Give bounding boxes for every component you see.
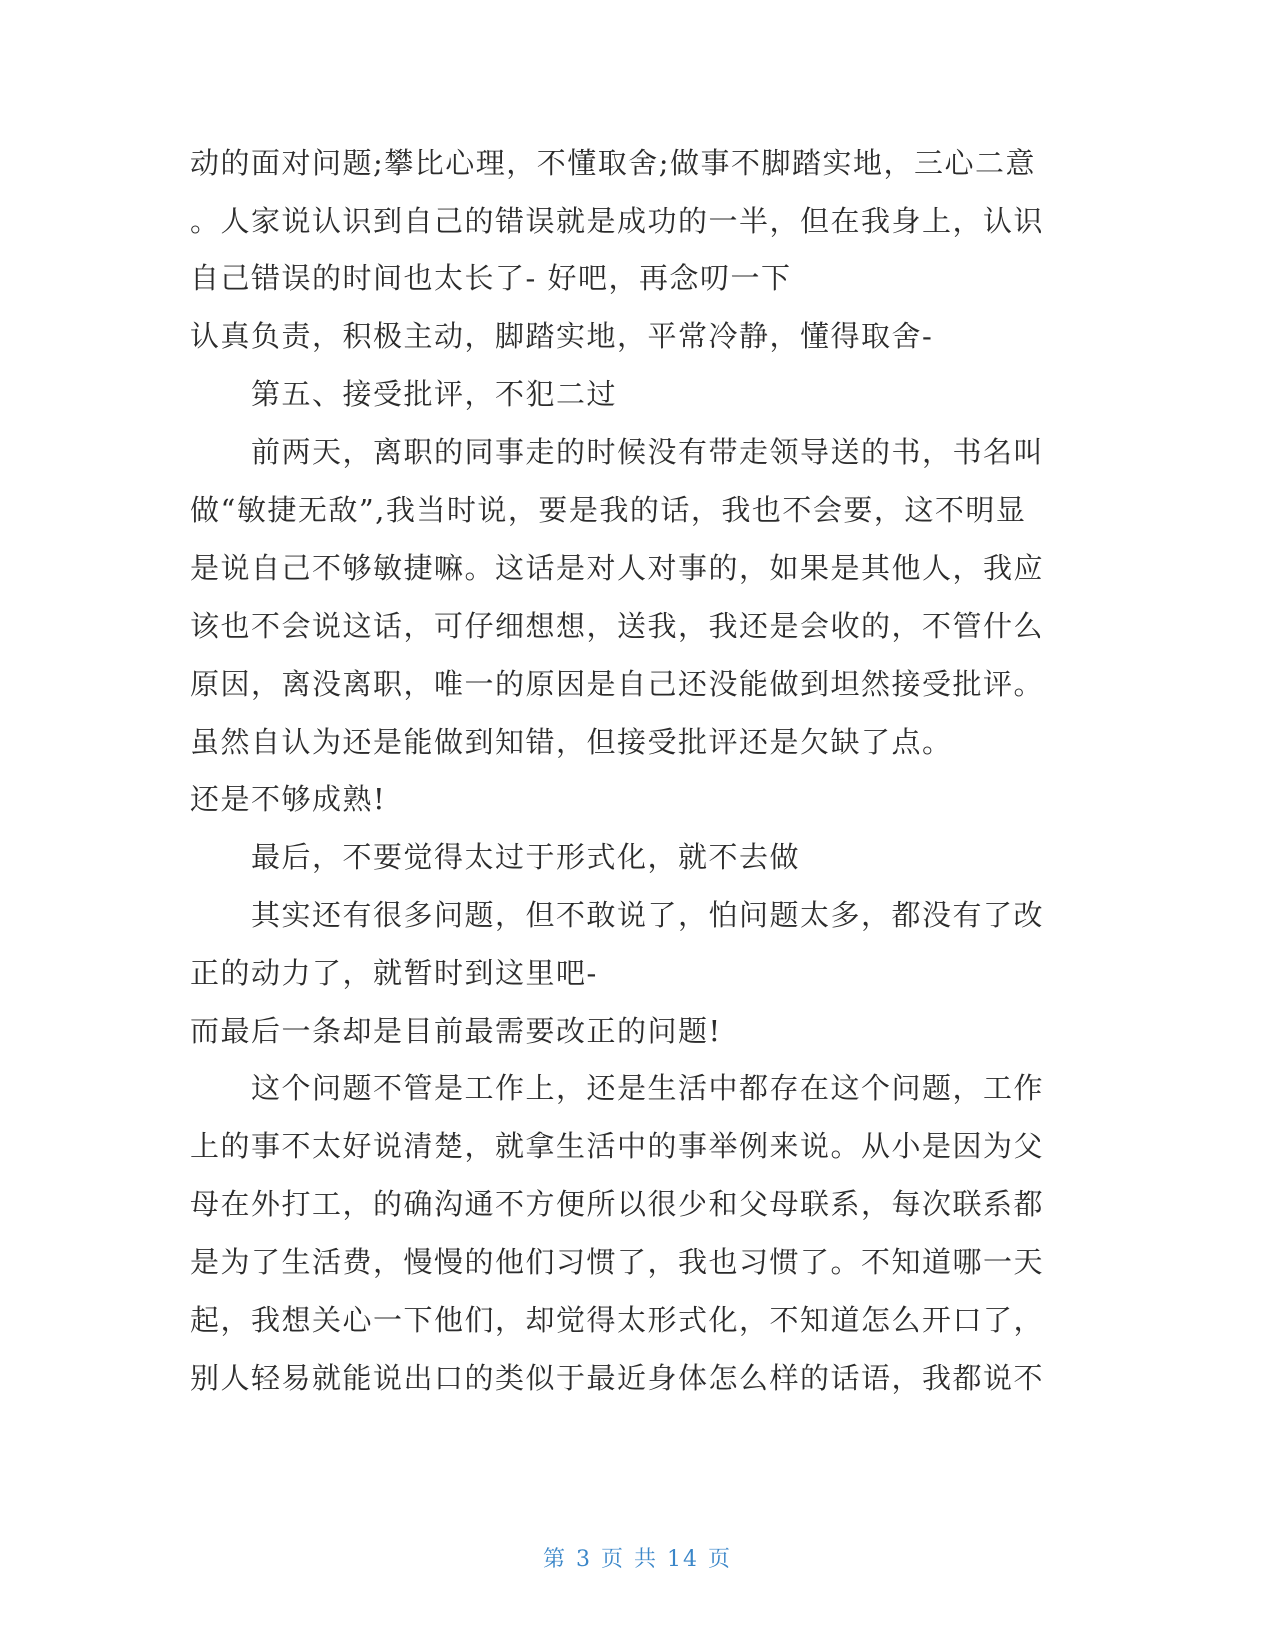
text-line: 母在外打工，的确沟通不方便所以很少和父母联系，每次联系都	[190, 1187, 1045, 1221]
page-number-footer: 第 3 页 共 14 页	[543, 1547, 732, 1572]
text-line: 上的事不太好说清楚，就拿生活中的事举例来说。从小是因为父	[190, 1129, 1045, 1163]
text-line: 别人轻易就能说出口的类似于最近身体怎么样的话语，我都说不	[190, 1361, 1045, 1395]
section-heading: 第五、接受批评，不犯二过	[251, 377, 618, 411]
text-line: 是说自己不够敏捷嘛。这话是对人对事的，如果是其他人，我应	[190, 551, 1045, 585]
text-line: 原因，离没离职，唯一的原因是自己还没能做到坦然接受批评。	[190, 667, 1045, 701]
text-line: 该也不会说这话，可仔细想想，送我，我还是会收的，不管什么	[190, 609, 1045, 643]
text-line: 认真负责，积极主动，脚踏实地，平常冷静，懂得取舍-	[190, 319, 934, 353]
text-line: 还是不够成熟!	[190, 782, 387, 816]
text-line: 起，我想关心一下他们，却觉得太形式化，不知道怎么开口了，	[190, 1303, 1045, 1337]
text-line: 这个问题不管是工作上，还是生活中都存在这个问题，工作	[251, 1071, 1045, 1105]
section-heading: 最后，不要觉得太过于形式化，就不去做	[251, 840, 801, 874]
text-line: 自己错误的时间也太长了- 好吧，再念叨一下	[190, 261, 792, 295]
text-line: 做“敏捷无敌”,我当时说，要是我的话，我也不会要，这不明显	[190, 493, 1027, 527]
text-line: 虽然自认为还是能做到知错，但接受批评还是欠缺了点。	[190, 725, 953, 759]
text-line: 。人家说认识到自己的错误就是成功的一半，但在我身上，认识	[190, 204, 1045, 238]
text-line: 前两天，离职的同事走的时候没有带走领导送的书，书名叫	[251, 435, 1045, 469]
text-line: 其实还有很多问题，但不敢说了，怕问题太多，都没有了改	[251, 898, 1045, 932]
text-line: 动的面对问题;攀比心理，不懂取舍;做事不脚踏实地，三心二意	[190, 146, 1037, 180]
text-line: 正的动力了，就暂时到这里吧-	[190, 956, 598, 990]
text-line: 是为了生活费，慢慢的他们习惯了，我也习惯了。不知道哪一天	[190, 1245, 1045, 1279]
text-line: 而最后一条却是目前最需要改正的问题!	[190, 1014, 722, 1048]
